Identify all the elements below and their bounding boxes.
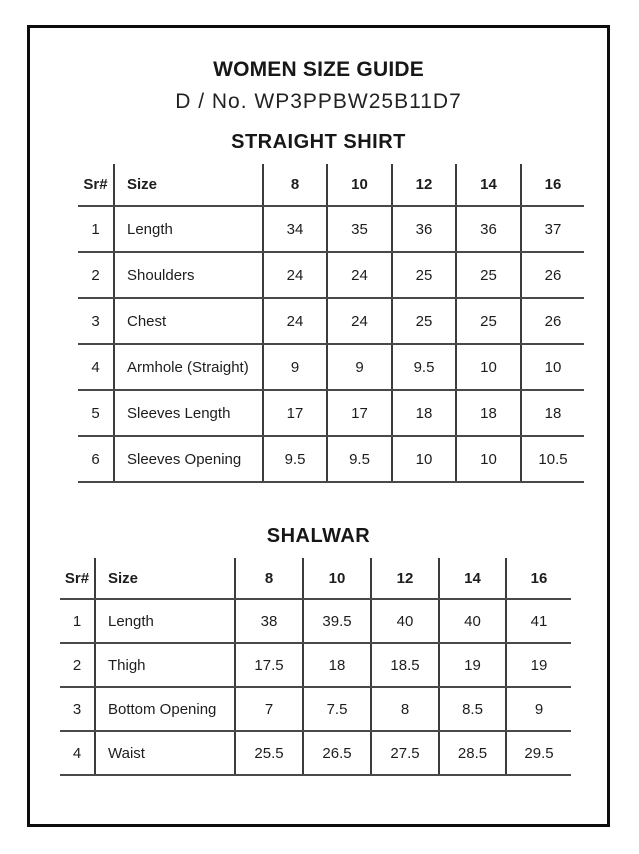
table-cell: 1 (78, 206, 114, 252)
table-row (60, 687, 571, 731)
table-cell: 28.5 (439, 731, 506, 775)
table-cell: 7.5 (303, 687, 371, 731)
column-header: Sr# (60, 558, 95, 599)
table-row (78, 206, 584, 252)
table-cell: 18 (303, 643, 371, 687)
table-cell: 39.5 (303, 599, 371, 643)
table-cell: 27.5 (371, 731, 439, 775)
table-cell: 25 (392, 252, 456, 298)
table-cell: 36 (392, 206, 456, 252)
table-row (78, 252, 584, 298)
table-cell: 34 (263, 206, 327, 252)
table-cell: Armhole (Straight) (114, 344, 263, 390)
table-cell: 9.5 (392, 344, 456, 390)
column-header: Size (114, 164, 263, 206)
table-cell: Shoulders (114, 252, 263, 298)
table-cell: 19 (506, 643, 571, 687)
table-cell: 7 (235, 687, 303, 731)
table-cell: 18.5 (371, 643, 439, 687)
table-cell: 24 (327, 252, 392, 298)
table-cell: 18 (392, 390, 456, 436)
table-cell: 17 (263, 390, 327, 436)
table-cell: 26.5 (303, 731, 371, 775)
table-cell: 4 (60, 731, 95, 775)
column-header: 12 (392, 164, 456, 206)
table-cell: 41 (506, 599, 571, 643)
table-cell: Sleeves Length (114, 390, 263, 436)
table-cell: 24 (263, 252, 327, 298)
column-header: 16 (506, 558, 571, 599)
table-cell: 8.5 (439, 687, 506, 731)
table-cell: 9 (506, 687, 571, 731)
table-cell: Thigh (95, 643, 235, 687)
table-cell: 25 (456, 298, 521, 344)
table-cell: 26 (521, 252, 584, 298)
table-cell: 5 (78, 390, 114, 436)
table-cell: 3 (60, 687, 95, 731)
table-cell: 18 (456, 390, 521, 436)
table-cell: 10.5 (521, 436, 584, 482)
table-cell: 9.5 (327, 436, 392, 482)
table-cell: 19 (439, 643, 506, 687)
shalwar-size-table (60, 558, 571, 776)
straight-shirt-size-table (78, 164, 584, 483)
table-cell: Length (95, 599, 235, 643)
table-cell: 9.5 (263, 436, 327, 482)
table-cell: 25.5 (235, 731, 303, 775)
column-header: 14 (439, 558, 506, 599)
header-row (60, 558, 571, 599)
table-cell: 10 (521, 344, 584, 390)
table-cell: 9 (263, 344, 327, 390)
table-cell: 1 (60, 599, 95, 643)
table-cell: 3 (78, 298, 114, 344)
column-header: 14 (456, 164, 521, 206)
table-cell: 25 (456, 252, 521, 298)
table-cell: 40 (439, 599, 506, 643)
table-cell: 26 (521, 298, 584, 344)
table-cell: 10 (392, 436, 456, 482)
table-cell: 4 (78, 344, 114, 390)
table-cell: 24 (327, 298, 392, 344)
table-row (60, 643, 571, 687)
section-title-straight-shirt: STRAIGHT SHIRT (231, 131, 406, 153)
column-header: Size (95, 558, 235, 599)
section-title-shalwar: SHALWAR (266, 525, 371, 547)
page-title: WOMEN SIZE GUIDE (213, 58, 424, 81)
table-cell: 2 (60, 643, 95, 687)
table-row (60, 731, 571, 775)
table-row (78, 436, 584, 482)
table-cell: 6 (78, 436, 114, 482)
header-row (78, 164, 584, 206)
table-cell: 18 (521, 390, 584, 436)
table-cell: 37 (521, 206, 584, 252)
table-cell: 29.5 (506, 731, 571, 775)
column-header: 10 (327, 164, 392, 206)
table-cell: 9 (327, 344, 392, 390)
table-cell: 25 (392, 298, 456, 344)
column-header: 8 (263, 164, 327, 206)
table-cell: Waist (95, 731, 235, 775)
table-cell: 10 (456, 344, 521, 390)
column-header: 12 (371, 558, 439, 599)
table-cell: 17 (327, 390, 392, 436)
page-border-frame (27, 25, 610, 827)
table-cell: 8 (371, 687, 439, 731)
table-row (60, 599, 571, 643)
design-number: D / No. WP3PPBW25B11D7 (175, 90, 462, 113)
table-row (78, 344, 584, 390)
column-header: Sr# (78, 164, 114, 206)
column-header: 8 (235, 558, 303, 599)
column-header: 16 (521, 164, 584, 206)
table-cell: 17.5 (235, 643, 303, 687)
table-cell: 35 (327, 206, 392, 252)
table-row (78, 390, 584, 436)
table-cell: 24 (263, 298, 327, 344)
table-cell: Sleeves Opening (114, 436, 263, 482)
column-header: 10 (303, 558, 371, 599)
table-cell: Length (114, 206, 263, 252)
table-cell: Chest (114, 298, 263, 344)
table-cell: 40 (371, 599, 439, 643)
table-cell: 38 (235, 599, 303, 643)
table-cell: 2 (78, 252, 114, 298)
table-cell: 10 (456, 436, 521, 482)
table-cell: Bottom Opening (95, 687, 235, 731)
table-cell: 36 (456, 206, 521, 252)
table-row (78, 298, 584, 344)
